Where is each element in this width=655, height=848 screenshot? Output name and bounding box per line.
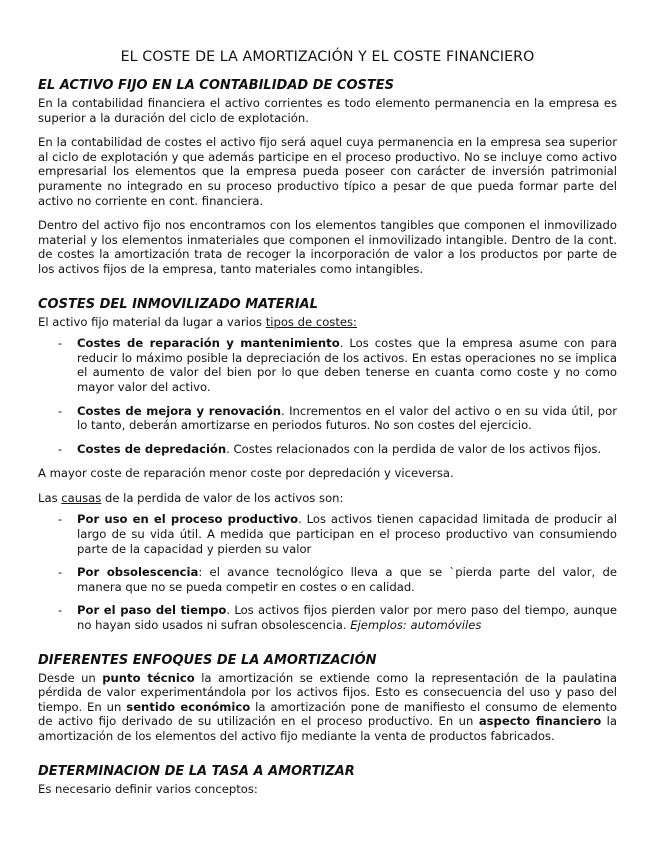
section-heading-enfoques: DIFERENTES ENFOQUES DE LA AMORTIZACIÓN <box>38 652 377 668</box>
list-item <box>38 603 617 632</box>
item-text: : el avance tecnológico lleva a que se `pierda parte del valor, de manera que no se pueda competir en costes o en calidad. <box>77 565 617 594</box>
bold-term: punto técnico <box>102 670 195 685</box>
dash-bullet: - <box>58 603 63 618</box>
bold-term: Costes de mejora y renovación <box>77 403 281 418</box>
text: Las <box>38 490 62 505</box>
text: la amortización de los elementos del activo fijo mediante la venta de productos fabricados. <box>38 714 617 743</box>
paragraph <box>38 491 617 506</box>
text: Desde un <box>38 670 103 685</box>
paragraph <box>38 315 617 330</box>
section-heading-activo-fijo: EL ACTIVO FIJO EN LA CONTABILIDAD DE COSTES <box>38 78 394 93</box>
italic-example: Ejemplos: automóviles <box>350 618 482 633</box>
paragraph: A mayor coste de reparación menor coste por depredación y viceversa. <box>38 466 454 481</box>
dash-bullet: - <box>58 336 63 351</box>
paragraph <box>38 671 617 744</box>
document-title: EL COSTE DE LA AMORTIZACIÓN Y EL COSTE FINANCIERO <box>120 49 535 65</box>
dash-bullet: - <box>58 441 63 456</box>
list-item <box>38 336 617 394</box>
dash-bullet: - <box>58 565 63 580</box>
cost-types-list <box>38 336 617 456</box>
bold-term: Costes de reparación y mantenimiento <box>77 336 340 351</box>
text: El activo fijo material da lugar a varios <box>38 314 266 329</box>
bold-term: sentido económico <box>126 699 251 714</box>
paragraph: Dentro del activo fijo nos encontramos con los elementos tangibles que componen el inmovilizado material y los elementos inmateriales que componen el inmovilizado intangible. Dentro de la cont. de costes la amortización trata de recoger la incorporación de valor a los productos por parte de los activos fijos de la empresa, tanto materiales como intangibles. <box>38 218 617 276</box>
item-text: . Los activos tienen capacidad limitada de producir al largo de su vida útil. A medida que participan en el proceso productivo van consumiendo parte de la capacidad y pierden su valor <box>77 512 617 556</box>
dash-bullet: - <box>58 512 63 527</box>
paragraph: Es necesario definir varios conceptos: <box>38 781 258 796</box>
bold-term: Por obsolescencia <box>77 565 199 580</box>
dash-bullet: - <box>58 403 63 418</box>
section-heading-determinacion: DETERMINACION DE LA TASA A AMORTIZAR <box>38 763 355 779</box>
item-text: . Incrementos en el valor del activo o en su vida útil, por lo tanto, deberán amortizarse en periodos futuros. No son costes del ejercicio. <box>77 403 618 433</box>
underlined-text: causas <box>61 490 102 505</box>
causes-list <box>38 512 617 632</box>
text: la amortización se extiende como la representación de la paulatina pérdida de valor experimentándola por los activos fijos. Esto es consecuencia del uso y paso del tiempo. En un <box>38 670 617 714</box>
paragraph: En la contabilidad de costes el activo fijo será aquel cuya permanencia en la empresa sea superior al ciclo de explotación y que además participe en el proceso productivo. No se incluye como activo empresarial los elementos que la empresa pueda poseer con carácter de inversión patrimonial puramente no integrado en su proceso productivo típico a pesar de que pueda formar parte del activo no corriente en cont. financiera. <box>38 135 617 208</box>
list-item <box>38 512 617 556</box>
list-item <box>38 404 617 433</box>
item-text: . Los costes que la empresa asume con para reducir lo máximo posible la depreciación de los activos. En estas operaciones no se implica el aumento de valor del bien por lo que deben tenerse en cuanta como coste y no como mayor valor del activo. <box>77 336 617 394</box>
text: de la perdida de valor de los activos son: <box>101 490 344 505</box>
bold-term: aspecto financiero <box>478 714 602 729</box>
text: la amortización pone de manifiesto el consumo de elemento de activo fijo derivado de su utilización en el proceso productivo. En un <box>38 699 618 729</box>
item-text: . Los activos fijos pierden valor por mero paso del tiempo, aunque no hayan sido usados ni sufran obsolescencia. <box>77 603 617 633</box>
list-item <box>38 565 617 594</box>
bold-term: Por uso en el proceso productivo <box>77 512 299 527</box>
bold-term: Costes de depredación <box>77 441 227 456</box>
bold-term: Por el paso del tiempo <box>77 603 227 618</box>
list-item <box>38 442 617 457</box>
underlined-text: tipos de costes: <box>265 314 357 329</box>
paragraph: En la contabilidad financiera el activo corrientes es todo elemento permanencia en la empresa es superior a la duración del ciclo de explotación. <box>38 96 617 125</box>
item-text: . Costes relacionados con la perdida de valor de los activos fijos. <box>226 441 602 456</box>
section-heading-costes-inmovilizado: COSTES DEL INMOVILIZADO MATERIAL <box>38 296 318 312</box>
